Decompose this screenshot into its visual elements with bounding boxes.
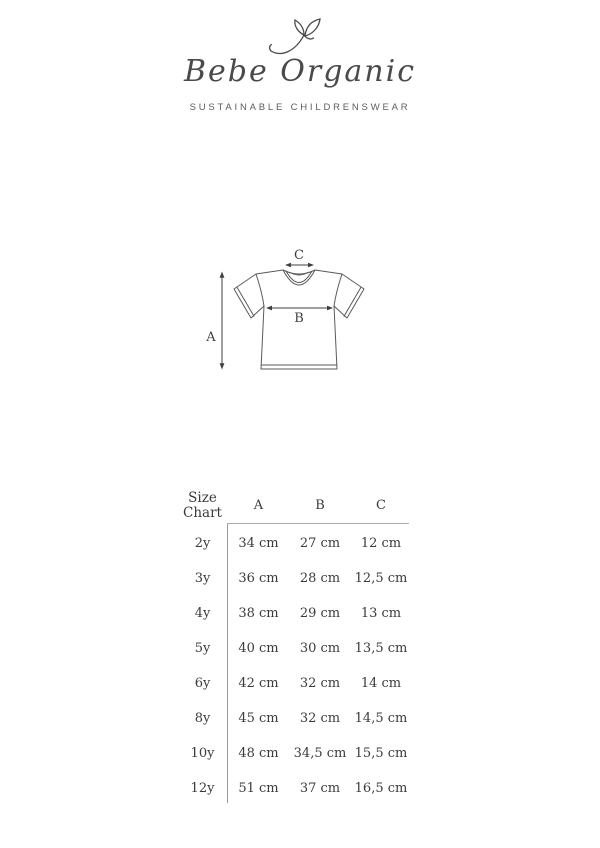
size-label: 2y [194,535,211,551]
branch-leaf-icon [268,16,332,56]
measurement-a: 38 cm [238,605,279,621]
measurement-a: 40 cm [238,640,279,656]
measurement-c: 14,5 cm [354,710,408,726]
table-row [178,733,412,768]
measurement-b: 32 cm [299,710,341,726]
measurement-c: 16,5 cm [354,780,408,796]
table-row [178,628,412,663]
branch-curl [270,45,272,52]
leaf-right [305,19,320,36]
label-b: B [294,311,304,326]
size-label: 6y [194,675,211,691]
table-row [178,768,412,803]
measurement-a: 34 cm [238,535,279,551]
size-label: 5y [194,640,211,656]
measurement-b: 32 cm [299,675,341,691]
measurement-c: 13 cm [360,605,402,621]
measurement-c: 13,5 cm [354,640,408,656]
measurement-b: 28 cm [299,570,341,586]
size-label: 8y [194,710,211,726]
size-label: 4y [194,605,211,621]
table-horizontal-divider [227,523,409,524]
branch-stem [271,35,304,53]
size-table [178,488,412,803]
table-row [178,523,412,558]
measurement-b: 34,5 cm [293,745,347,761]
tshirt-measurement-diagram [190,245,395,385]
brand-tagline: SUSTAINABLE CHILDRENSWEAR [189,102,411,113]
measurement-a: 42 cm [238,675,279,691]
table-row [178,593,412,628]
measurement-c: 12,5 cm [354,570,408,586]
measurement-arrow-a [205,272,224,370]
size-label: 3y [194,570,211,586]
measurement-a: 45 cm [238,710,279,726]
measurement-a: 36 cm [238,570,279,586]
size-label: 12y [190,780,215,796]
measurement-b: 27 cm [299,535,341,551]
table-row [178,698,412,733]
label-a: A [206,330,216,345]
size-table-header [178,488,412,523]
measurement-a: 48 cm [238,745,279,761]
size-label: 10y [190,745,215,761]
leaf-left [295,20,304,35]
measurement-c: 12 cm [360,535,402,551]
measurement-a: 51 cm [238,780,279,796]
measurement-arrow-c [285,248,314,267]
label-c: C [294,248,304,263]
measurement-c: 15,5 cm [354,745,408,761]
measurement-b: 37 cm [299,780,341,796]
table-vertical-divider [227,523,228,803]
table-title: Size Chart [183,489,222,521]
table-row [178,663,412,698]
column-header-a: A [253,498,264,513]
column-header-b: B [315,498,325,513]
brand-name: Bebe Organic [183,54,417,89]
measurement-b: 30 cm [299,640,341,656]
measurement-c: 14 cm [360,675,402,691]
measurement-b: 29 cm [299,605,341,621]
table-row [178,558,412,593]
column-header-c: C [376,498,386,513]
